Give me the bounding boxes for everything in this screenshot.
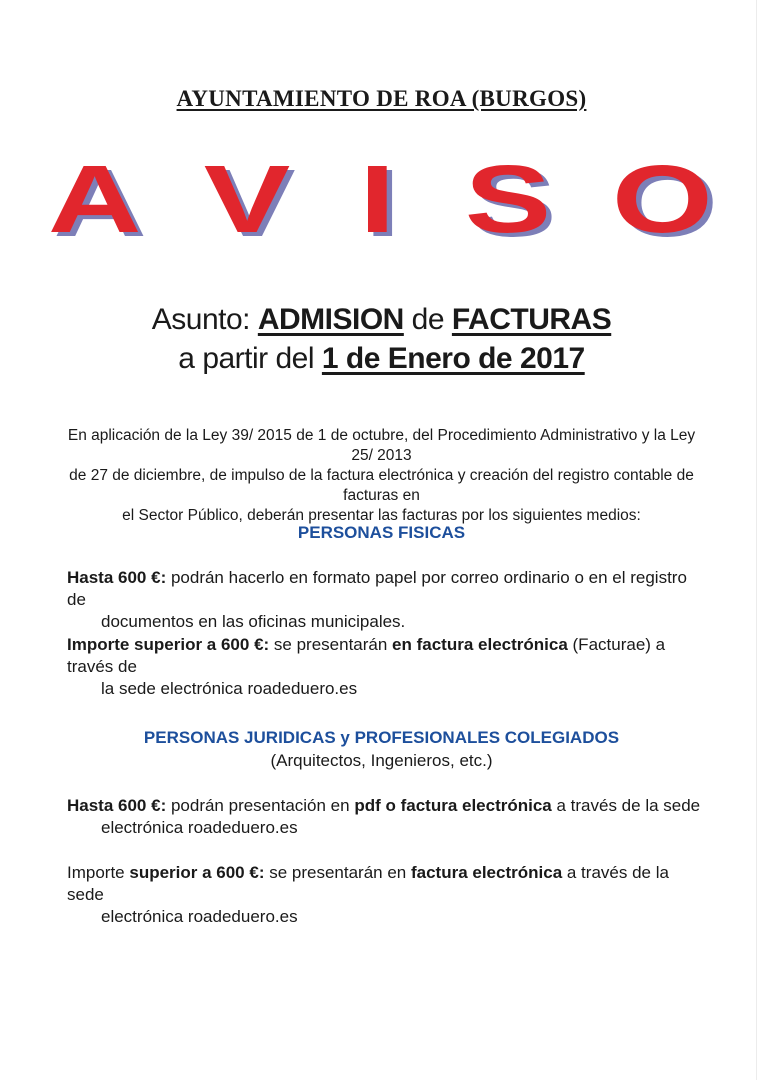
item-text: podrán hacerlo en formato papel por correo ordinario o en el registro de: [67, 568, 687, 609]
aviso-letter: O: [612, 146, 714, 253]
item-text: se presentarán en: [264, 863, 411, 882]
item-bold: Hasta 600 €:: [67, 796, 167, 815]
item-continuation: la sede electrónica roadeduero.es: [101, 679, 358, 698]
item-bold: en factura electrónica: [392, 635, 568, 654]
juridicas-item-superior-600: [67, 862, 707, 928]
subject-facturas: FACTURAS: [451, 303, 612, 336]
heading-personas-fisicas: PERSONAS FISICAS: [297, 523, 466, 542]
subject-line-1: [0, 303, 763, 337]
aviso-letter: V: [203, 146, 290, 253]
aviso-banner: [47, 146, 714, 253]
item-text: a través de la sede: [551, 796, 701, 815]
item-continuation: electrónica roadeduero.es: [101, 818, 298, 837]
heading-personas-juridicas: PERSONAS JURIDICAS y PROFESIONALES COLEGIADOS: [143, 728, 620, 747]
subject-line-2: [0, 342, 763, 376]
item-continuation: electrónica roadeduero.es: [101, 907, 298, 926]
intro-line: el Sector Público, deberán presentar las facturas por los siguientes medios:: [122, 507, 641, 524]
item-bold: Importe superior a 600 €:: [67, 635, 270, 654]
fisicas-item-superior-600: [67, 634, 707, 700]
municipality-title: [0, 86, 763, 112]
subject-prefix: Asunto:: [151, 303, 250, 336]
item-bold: superior a 600 €:: [129, 863, 265, 882]
item-continuation: documentos en las oficinas municipales.: [101, 612, 406, 631]
aviso-letter: A: [47, 146, 142, 253]
subject-admision: ADMISION: [257, 303, 404, 336]
item-text: podrán presentación en: [166, 796, 355, 815]
juridicas-note: (Arquitectos, Ingenieros, etc.): [270, 751, 493, 770]
aviso-letter: S: [464, 146, 552, 253]
subject-date-prefix: a partir del: [178, 342, 315, 375]
item-bold: Hasta 600 €:: [67, 568, 167, 587]
item-text: a través de la sede: [67, 863, 669, 904]
juridicas-item-hasta-600: [67, 795, 707, 839]
item-bold: factura electrónica: [410, 863, 563, 882]
item-text: se presentarán: [269, 635, 393, 654]
municipality-title-text: AYUNTAMIENTO DE ROA (BURGOS): [176, 86, 587, 111]
intro-paragraph: [55, 426, 708, 526]
aviso-letter: I: [359, 146, 396, 253]
intro-line: En aplicación de la Ley 39/ 2015 de 1 de octubre, del Procedimiento Administrativo y la Ley 25/ 2013: [67, 427, 696, 464]
item-text: Importe: [67, 863, 130, 882]
intro-line: de 27 de diciembre, de impulso de la factura electrónica y creación del registro contable de facturas en: [69, 467, 694, 504]
item-text: (Facturae) a través de: [67, 635, 666, 676]
subject-date: 1 de Enero de 2017: [321, 342, 585, 375]
fisicas-item-hasta-600: [67, 567, 707, 633]
item-bold: pdf o factura electrónica: [354, 796, 552, 815]
subject-de: de: [411, 303, 445, 336]
